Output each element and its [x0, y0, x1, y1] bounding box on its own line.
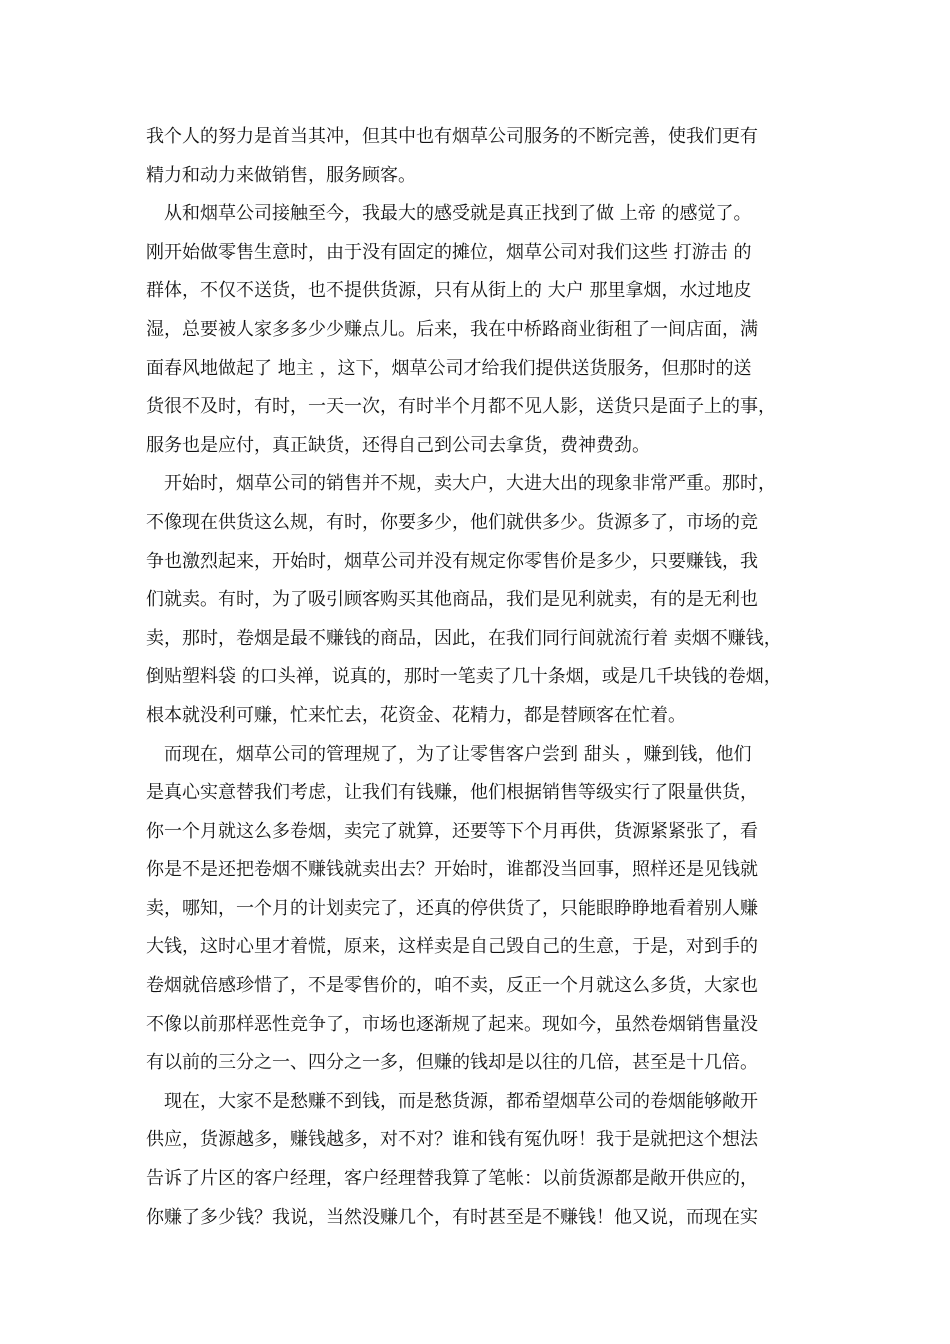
text-line: 而现在，烟草公司的管理规了，为了让零售客户尝到 甜头 ，赚到钱，他们: [146, 743, 752, 765]
text-line: 告诉了片区的客户经理，客户经理替我算了笔帐：以前货源都是敞开供应的，: [146, 1168, 758, 1190]
text-line: 倒贴塑料袋 的口头禅，说真的，那时一笔卖了几十条烟，或是几千块钱的卷烟，: [146, 666, 782, 688]
text-line: 根本就没利可赚，忙来忙去，花资金、花精力，都是替顾客在忙着。: [146, 704, 686, 726]
text-line: 精力和动力来做销售，服务顾客。: [146, 164, 416, 186]
text-line: 群体，不仅不送货，也不提供货源，只有从街上的 大户 那里拿烟，水过地皮: [146, 280, 752, 302]
text-line: 大钱，这时心里才着慌，原来，这样卖是自己毁自己的生意，于是，对到手的: [146, 936, 758, 958]
text-line: 卷烟就倍感珍惜了，不是零售价的，咱不卖，反正一个月就这么多货，大家也: [146, 975, 758, 997]
text-line: 供应，货源越多，赚钱越多，对不对？谁和钱有冤仇呀！我于是就把这个想法: [146, 1129, 758, 1151]
text-line: 卖，那时，卷烟是最不赚钱的商品，因此，在我们同行间就流行着 卖烟不赚钱，: [146, 627, 782, 649]
text-line: 不像以前那样恶性竞争了，市场也逐渐规了起来。现如今，虽然卷烟销售量没: [146, 1013, 758, 1035]
text-line: 不像现在供货这么规，有时，你要多少，他们就供多少。货源多了，市场的竞: [146, 511, 758, 533]
text-line: 刚开始做零售生意时，由于没有固定的摊位，烟草公司对我们这些 打游击 的: [146, 241, 752, 263]
text-line: 你是不是还把卷烟不赚钱就卖出去？开始时，谁都没当回事，照样还是见钱就: [146, 859, 758, 881]
text-line: 货很不及时，有时，一天一次，有时半个月都不见人影，送货只是面子上的事，: [146, 396, 776, 418]
text-line: 们就卖。有时，为了吸引顾客购买其他商品，我们是见利就卖，有的是无利也: [146, 589, 758, 611]
text-line: 卖，哪知，一个月的计划卖完了，还真的停供货了，只能眼睁睁地看着别人赚: [146, 897, 758, 919]
text-line: 服务也是应付，真正缺货，还得自己到公司去拿货，费神费劲。: [146, 434, 650, 456]
text-line: 你一个月就这么多卷烟，卖完了就算，还要等下个月再供，货源紧紧张了，看: [146, 820, 758, 842]
text-line: 有以前的三分之一、四分之一多，但赚的钱却是以往的几倍，甚至是十几倍。: [146, 1052, 758, 1074]
text-line: 开始时，烟草公司的销售并不规，卖大户，大进大出的现象非常严重。那时，: [146, 473, 776, 495]
text-line: 你赚了多少钱？我说，当然没赚几个，有时甚至是不赚钱！他又说，而现在实: [146, 1206, 758, 1228]
text-line: 争也激烈起来，开始时，烟草公司并没有规定你零售价是多少，只要赚钱，我: [146, 550, 758, 572]
text-line: 湿，总要被人家多多少少赚点儿。后来，我在中桥路商业街租了一间店面，满: [146, 318, 758, 340]
text-line: 面春风地做起了 地主 ，这下，烟草公司才给我们提供送货服务，但那时的送: [146, 357, 752, 379]
body-text: [146, 118, 816, 1237]
text-line: 我个人的努力是首当其冲，但其中也有烟草公司服务的不断完善，使我们更有: [146, 126, 758, 147]
text-line: 现在，大家不是愁赚不到钱，而是愁货源，都希望烟草公司的卷烟能够敞开: [146, 1090, 758, 1112]
text-line: 从和烟草公司接触至今，我最大的感受就是真正找到了做 上帝 的感觉了。: [146, 203, 752, 225]
text-line: 是真心实意替我们考虑，让我们有钱赚，他们根据销售等级实行了限量供货，: [146, 782, 758, 804]
